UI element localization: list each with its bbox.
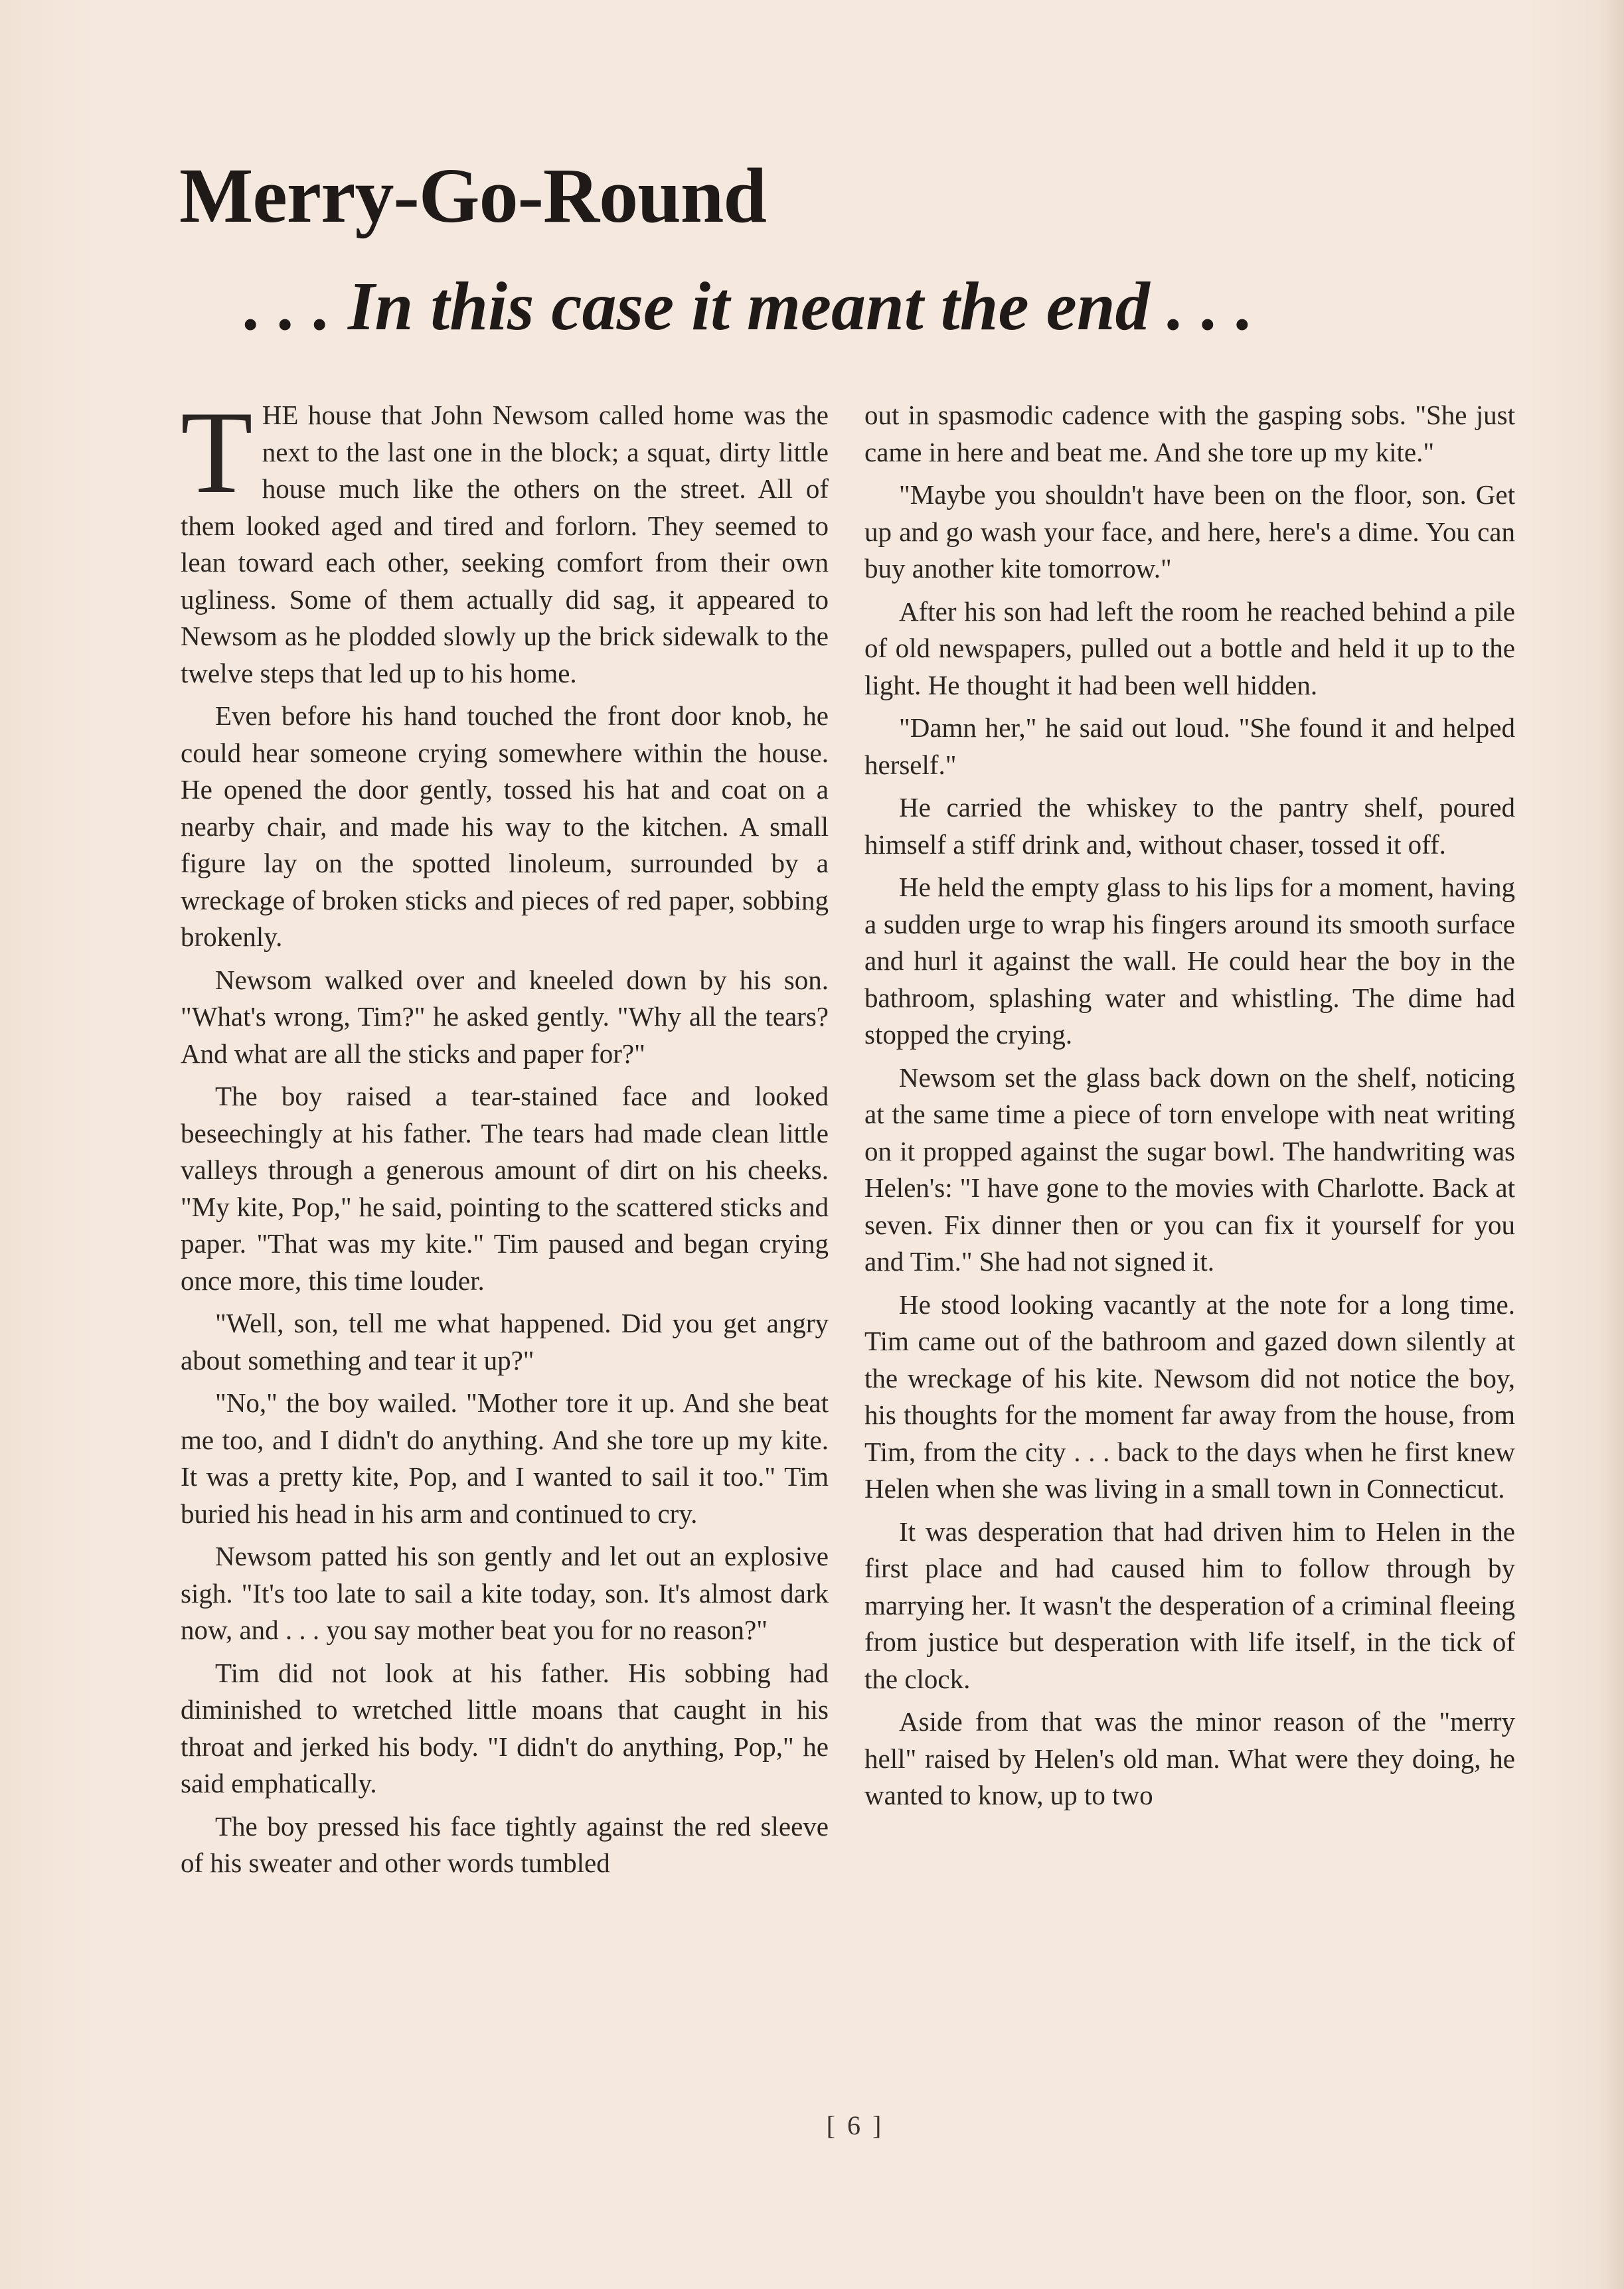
page-edge-shadow [1600,0,1624,2289]
article-subtitle: . . . In this case it meant the end . . . [244,268,1254,345]
paragraph: The boy raised a tear-stained face and looked beseechingly at his father. The tears had made clean little valleys through a generous amount of dirt on his cheeks. "My kite, Pop," he said, pointing to the scattered sticks and paper. "That was my kite." Tim paused and began crying once more, this time louder. [181,1081,829,1296]
paragraph: He held the empty glass to his lips for a moment, having a sudden urge to wrap his fingers around its smooth surface and hurl it against the wall. He could hear the boy in the bathroom, splashing water and whistling. The dime had stopped the crying. [864,872,1515,1050]
paragraph: The boy pressed his face tightly against the red sleeve of his sweater and other words tumbled [181,1810,829,1878]
page-number: [ 6 ] [826,2110,884,2140]
paragraph: After his son had left the room he reached behind a pile of old newspapers, pulled out a bottle and held it up to the light. He thought it had been well hidden. [864,595,1515,700]
paragraph-text: HE house that John Newsom called home was the next to the last one in the block; a squat, dirty little house much like the others on the street. All of them looked aged and tired and forlorn. They seemed to lean toward each other, seeking comfort from their own ugliness. Some of them actually did sag, it appeared to Newsom as he plodded slowly up the brick sidewalk to the twelve steps that led up to his home. [181,400,829,688]
paragraph: Tim did not look at his father. His sobbing had diminished to wretched little moans that caught in his throat and jerked his body. "I didn't do anything, Pop," he said emphatically. [181,1657,829,1798]
paragraph: Even before his hand touched the front door knob, he could hear someone crying somewhere within the house. He opened the door gently, tossed his hat and coat on a nearby chair, and made his way to the kitchen. A small figure lay on the spotted linoleum, surrounded by a wreckage of broken sticks and pieces of red paper, sobbing brokenly. [181,700,829,952]
paragraph [181,386,829,692]
paragraph: "Well, son, tell me what happened. Did you get angry about something and tear it up?" [181,1308,829,1376]
article-title: Merry-Go-Round [179,152,766,239]
left-column [181,386,829,1888]
paragraph: It was desperation that had driven him to Helen in the first place and had caused him to follow through by marrying her. It wasn't the desperation of a criminal fleeing from justice but desperation with life itself, in the tick of the clock. [864,1516,1515,1694]
drop-cap: T [181,386,253,518]
paragraph: He stood looking vacantly at the note for a long time. Tim came out of the bathroom and gazed down silently at the wreckage of his kite. Newsom did not notice the boy, his thoughts for the moment far away from the house, from Tim, from the city . . . back to the days when he first knew Helen when she was living in a small town in Connecticut. [864,1289,1515,1504]
paragraph: He carried the whiskey to the pantry shelf, poured himself a stiff drink and, without chaser, tossed it off. [864,792,1515,860]
paragraph: "Damn her," he said out loud. "She found it and helped herself." [864,712,1515,780]
paragraph: "No," the boy wailed. "Mother tore it up. And she beat me too, and I didn't do anything. And she tore up my kite. It was a pretty kite, Pop, and I wanted to sail it too." Tim buried his head in his arm and continued to cry. [181,1387,829,1529]
paragraph: "Maybe you shouldn't have been on the floor, son. Get up and go wash your face, and here, here's a dime. You can buy another kite tomorrow." [864,479,1515,584]
paragraph: Newsom walked over and kneeled down by his son. "What's wrong, Tim?" he asked gently. "Why all the tears? And what are all the sticks and paper for?" [181,964,829,1069]
paragraph: out in spasmodic cadence with the gasping sobs. "She just came in here and beat me. And she tore up my kite." [864,400,1515,467]
paragraph: Newsom set the glass back down on the shelf, noticing at the same time a piece of torn envelope with neat writing on it propped against the sugar bowl. The handwriting was Helen's: "I have gone to the movies with Charlotte. Back at seven. Fix dinner then or you can fix it yourself for you and Tim." She had not signed it. [864,1062,1515,1277]
paragraph: Aside from that was the minor reason of the "merry hell" raised by Helen's old man. What were they doing, he wanted to know, up to two [864,1706,1515,1810]
right-column [864,397,1515,1820]
paragraph: Newsom patted his son gently and let out an explosive sigh. "It's too late to sail a kite today, son. It's almost dark now, and . . . you say mother beat you for no reason?" [181,1541,829,1645]
